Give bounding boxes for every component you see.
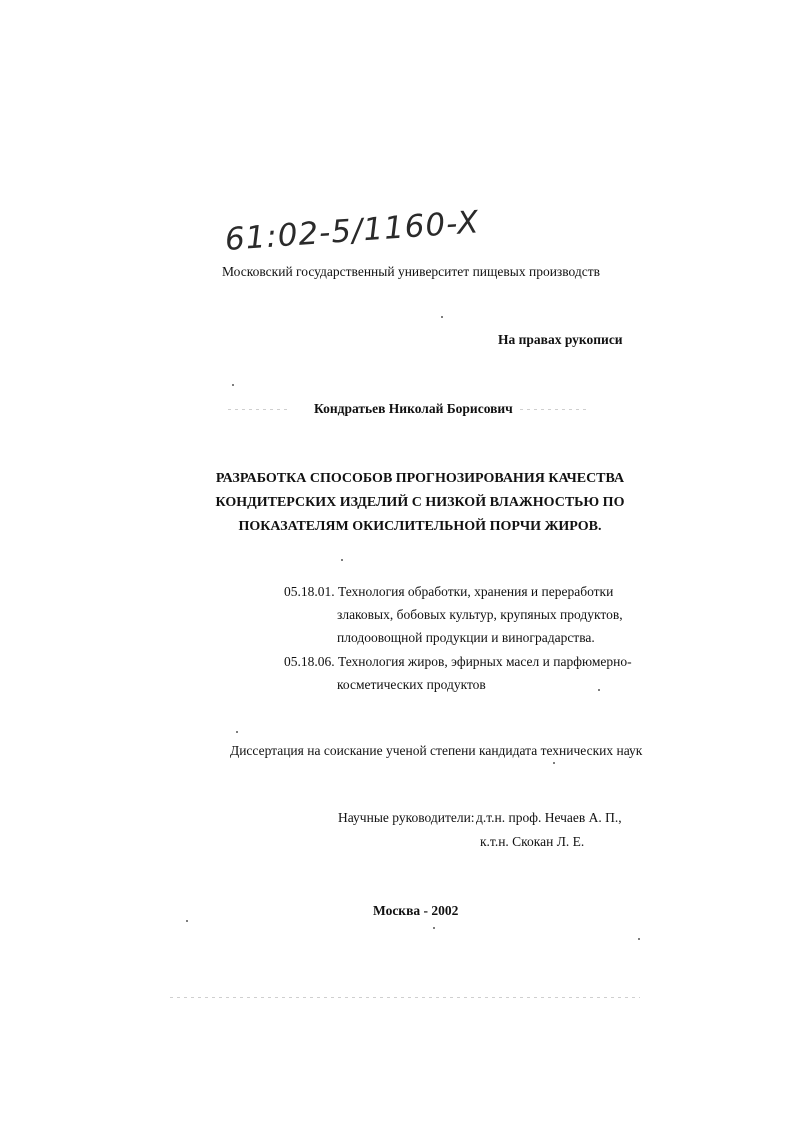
supervisors-label: Научные руководители: [338,810,475,825]
university-name: Московский государственный университет пищевых производств [222,264,601,279]
title-line: КОНДИТЕРСКИХ ИЗДЕЛИЙ С НИЗКОЙ ВЛАЖНОСТЬЮ ПО [215,495,625,510]
scan-speck [433,927,435,929]
scan-speck [236,731,238,733]
scan-speck [553,762,555,764]
title-line: РАЗРАБОТКА СПОСОБОВ ПРОГНОЗИРОВАНИЯ КАЧЕСТВА [215,471,625,486]
title-line: ПОКАЗАТЕЛЯМ ОКИСЛИТЕЛЬНОЙ ПОРЧИ ЖИРОВ. [238,519,602,534]
rights-note: На правах рукописи [498,332,623,347]
scan-artifact [170,997,640,998]
specialty-code-line: 05.18.06. Технология жиров, эфирных масел и парфюмерно- [284,654,632,669]
scan-speck [638,938,640,940]
dissertation-title [180,467,660,539]
supervisor-name: д.т.н. проф. Нечаев А. П., [476,810,622,825]
handwritten-archive-code: 61:02-5/1160-X [223,204,481,258]
scan-speck [232,384,234,386]
scan-speck [341,559,343,561]
supervisor-name: к.т.н. Скокан Л. Е. [480,834,585,849]
scan-speck [186,920,188,922]
city-year: Москва - 2002 [373,903,459,918]
specialty-continuation: плодоовощной продукции и виноградарства. [337,630,595,645]
scan-artifact [228,409,288,410]
scan-artifact [520,409,590,410]
specialty-continuation: косметических продуктов [337,677,486,692]
specialty-code-line: 05.18.01. Технология обработки, хранения и переработки [284,584,614,599]
dissertation-statement: Диссертация на соискание ученой степени кандидата технических наук [230,743,643,758]
specialty-continuation: злаковых, бобовых культур, крупяных продуктов, [337,607,623,622]
author-name: Кондратьев Николай Борисович [314,401,513,416]
scan-speck [598,689,600,691]
scan-speck [441,316,443,318]
